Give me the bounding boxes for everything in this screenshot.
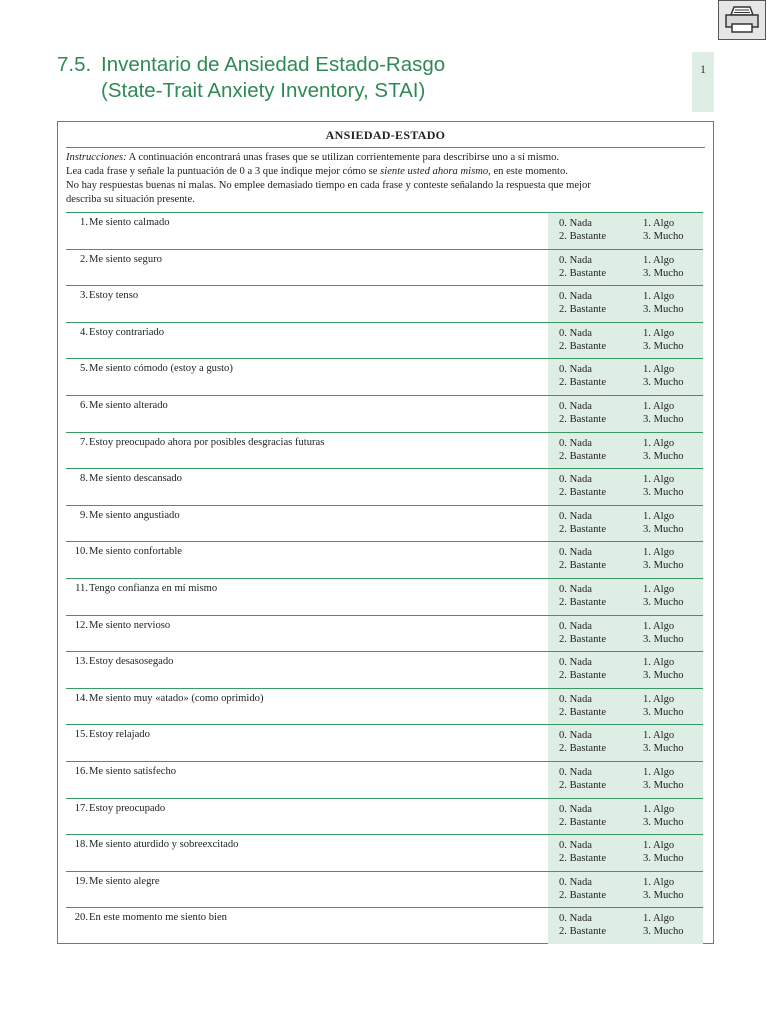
option-algo[interactable]: 1. Algo: [643, 547, 675, 559]
option-bastante[interactable]: 2. Bastante: [559, 560, 607, 572]
instructions-text: , en este momento.: [488, 166, 568, 177]
item-text: Me siento muy «atado» (como oprimido): [89, 692, 264, 704]
item-number: 14.: [74, 692, 88, 704]
item-text: Me siento alterado: [89, 399, 168, 411]
item-number: 9.: [80, 509, 88, 521]
instructions-label: Instrucciones:: [66, 152, 127, 163]
option-bastante[interactable]: 2. Bastante: [559, 889, 607, 901]
option-bastante[interactable]: 2. Bastante: [559, 706, 607, 718]
instructions-text: No hay respuestas buenas ni malas. No emplee demasiado tiempo en cada frase y conteste señalando la respuesta que mejor: [66, 180, 591, 191]
option-bastante[interactable]: 2. Bastante: [559, 413, 607, 425]
item-text: Me siento alegre: [89, 875, 160, 887]
questionnaire-item: [58, 724, 713, 761]
instructions-text: A continuación encontrará unas frases que se utilizan corrientemente para describirse uno a sí mismo.: [126, 152, 560, 163]
questionnaire-item: [58, 468, 713, 505]
item-text: Me siento satisfecho: [89, 765, 177, 777]
section-number: 7.5.: [57, 53, 92, 76]
option-mucho[interactable]: 3. Mucho: [643, 560, 684, 572]
option-algo[interactable]: 1. Algo: [643, 364, 675, 376]
option-mucho[interactable]: 3. Mucho: [643, 926, 684, 938]
item-text: Me siento nervioso: [89, 619, 171, 631]
option-algo[interactable]: 1. Algo: [643, 510, 675, 522]
questionnaire-item: [58, 249, 713, 286]
item-text: Me siento angustiado: [89, 509, 180, 521]
option-bastante[interactable]: 2. Bastante: [559, 304, 607, 316]
option-algo[interactable]: 1. Algo: [643, 254, 675, 266]
option-mucho[interactable]: 3. Mucho: [643, 231, 684, 242]
option-algo[interactable]: 1. Algo: [643, 400, 675, 412]
item-number: 11.: [75, 582, 88, 594]
option-mucho[interactable]: 3. Mucho: [643, 743, 684, 755]
option-bastante[interactable]: 2. Bastante: [559, 926, 607, 938]
option-algo[interactable]: 1. Algo: [643, 437, 675, 449]
questionnaire-item: [58, 761, 713, 798]
option-mucho[interactable]: 3. Mucho: [643, 487, 684, 499]
option-mucho[interactable]: 3. Mucho: [643, 450, 684, 462]
option-nada[interactable]: 0. Nada: [559, 474, 592, 486]
questionnaire-item: [58, 688, 713, 725]
item-text: Tengo confianza en mí mismo: [89, 582, 218, 594]
option-algo[interactable]: 1. Algo: [643, 693, 675, 705]
option-bastante[interactable]: 2. Bastante: [559, 779, 607, 791]
option-nada[interactable]: 0. Nada: [559, 437, 592, 449]
item-text: Me siento confortable: [89, 546, 182, 558]
item-number: 15.: [74, 729, 88, 741]
questionnaire-item: [58, 907, 713, 944]
item-number: 13.: [74, 656, 88, 668]
instructions-text: describa su situación presente.: [66, 194, 195, 205]
printer-icon: [723, 5, 761, 35]
item-number: 7.: [80, 436, 88, 448]
option-nada[interactable]: 0. Nada: [559, 291, 592, 303]
item-text: En este momento me siento bien: [89, 912, 227, 924]
item-number: 6.: [80, 399, 88, 411]
option-mucho[interactable]: 3. Mucho: [643, 889, 684, 901]
item-text: Me siento seguro: [89, 253, 162, 265]
option-algo[interactable]: 1. Algo: [643, 876, 675, 888]
page-title: Inventario de Ansiedad Estado-Rasgo: [101, 53, 446, 76]
option-mucho[interactable]: 3. Mucho: [643, 816, 684, 828]
item-text: Estoy preocupado: [89, 802, 166, 814]
option-mucho[interactable]: 3. Mucho: [643, 670, 684, 682]
item-number: 5.: [80, 363, 88, 375]
option-bastante[interactable]: 2. Bastante: [559, 450, 607, 462]
item-text: Estoy preocupado ahora por posibles desgracias futuras: [89, 436, 325, 448]
option-bastante[interactable]: 2. Bastante: [559, 377, 607, 389]
item-number: 17.: [74, 802, 88, 814]
option-algo[interactable]: 1. Algo: [643, 327, 675, 339]
option-bastante[interactable]: 2. Bastante: [559, 231, 607, 242]
item-number: 10.: [74, 546, 88, 558]
option-bastante[interactable]: 2. Bastante: [559, 340, 607, 352]
option-bastante[interactable]: 2. Bastante: [559, 633, 607, 645]
option-nada[interactable]: 0. Nada: [559, 693, 592, 705]
item-text: Estoy contrariado: [89, 326, 165, 338]
option-bastante[interactable]: 2. Bastante: [559, 743, 607, 755]
option-algo[interactable]: 1. Algo: [643, 730, 675, 742]
option-nada[interactable]: 0. Nada: [559, 803, 592, 815]
option-mucho[interactable]: 3. Mucho: [643, 377, 684, 389]
instructions-emphasis: siente usted ahora mismo: [380, 166, 489, 177]
option-algo[interactable]: 1. Algo: [643, 474, 675, 486]
option-nada[interactable]: 0. Nada: [559, 840, 592, 852]
option-algo[interactable]: 1. Algo: [643, 657, 675, 669]
option-nada[interactable]: 0. Nada: [559, 620, 592, 632]
item-text: Estoy relajado: [89, 729, 150, 741]
questionnaire-item: [58, 395, 713, 432]
option-algo[interactable]: 1. Algo: [643, 218, 675, 229]
option-bastante[interactable]: 2. Bastante: [559, 487, 607, 499]
questionnaire-item: [58, 798, 713, 835]
item-text: Me siento cómodo (estoy a gusto): [89, 363, 233, 375]
option-algo[interactable]: 1. Algo: [643, 583, 675, 595]
questionnaire-form: [57, 121, 714, 944]
option-bastante[interactable]: 2. Bastante: [559, 853, 607, 865]
questionnaire-item: [58, 505, 713, 542]
questionnaire-item: [58, 651, 713, 688]
questionnaire-item: [58, 615, 713, 652]
questionnaire-item: [58, 432, 713, 469]
option-mucho[interactable]: 3. Mucho: [643, 413, 684, 425]
item-number: 19.: [74, 875, 88, 887]
instructions: [66, 151, 706, 207]
option-bastante[interactable]: 2. Bastante: [559, 523, 607, 535]
item-text: Me siento aturdido y sobreexcitado: [89, 839, 239, 851]
option-algo[interactable]: 1. Algo: [643, 766, 675, 778]
option-mucho[interactable]: 3. Mucho: [643, 779, 684, 791]
option-mucho[interactable]: 3. Mucho: [643, 304, 684, 316]
item-number: 12.: [74, 619, 88, 631]
print-button[interactable]: [718, 0, 766, 40]
questionnaire-item: [58, 871, 713, 908]
questionnaire-item: [58, 834, 713, 871]
page-number: 1: [700, 62, 706, 76]
option-bastante[interactable]: 2. Bastante: [559, 816, 607, 828]
page-subtitle: (State-Trait Anxiety Inventory, STAI): [101, 79, 426, 102]
item-number: 2.: [80, 253, 88, 265]
option-nada[interactable]: 0. Nada: [559, 400, 592, 412]
option-nada[interactable]: 0. Nada: [559, 327, 592, 339]
option-algo[interactable]: 1. Algo: [643, 840, 675, 852]
questionnaire-item: [58, 541, 713, 578]
option-nada[interactable]: 0. Nada: [559, 510, 592, 522]
option-nada[interactable]: 0. Nada: [559, 913, 592, 925]
instructions-text: Lea cada frase y señale la puntuación de 0 a 3 que indique mejor cómo se: [66, 166, 381, 177]
option-nada[interactable]: 0. Nada: [559, 657, 592, 669]
option-nada[interactable]: 0. Nada: [559, 364, 592, 376]
divider: [66, 147, 705, 148]
option-mucho[interactable]: 3. Mucho: [643, 596, 684, 608]
item-text: Me siento descansado: [89, 473, 182, 485]
option-mucho[interactable]: 3. Mucho: [643, 340, 684, 352]
item-number: 4.: [80, 326, 88, 338]
questionnaire-item: [58, 322, 713, 359]
option-nada[interactable]: 0. Nada: [559, 254, 592, 266]
option-nada[interactable]: 0. Nada: [559, 766, 592, 778]
option-bastante[interactable]: 2. Bastante: [559, 670, 607, 682]
item-text: Estoy tenso: [89, 290, 139, 302]
item-text: Me siento calmado: [89, 217, 170, 228]
item-number: 20.: [74, 912, 88, 924]
item-text: Estoy desasosegado: [89, 656, 174, 668]
option-bastante[interactable]: 2. Bastante: [559, 596, 607, 608]
option-mucho[interactable]: 3. Mucho: [643, 267, 684, 279]
option-nada[interactable]: 0. Nada: [559, 730, 592, 742]
item-number: 16.: [74, 765, 88, 777]
option-bastante[interactable]: 2. Bastante: [559, 267, 607, 279]
questionnaire-item: [58, 358, 713, 395]
option-algo[interactable]: 1. Algo: [643, 620, 675, 632]
option-nada[interactable]: 0. Nada: [559, 547, 592, 559]
item-number: 3.: [80, 290, 88, 302]
item-number: 1.: [80, 217, 88, 228]
option-nada[interactable]: 0. Nada: [559, 876, 592, 888]
option-algo[interactable]: 1. Algo: [643, 291, 675, 303]
questionnaire-item: [58, 578, 713, 615]
questionnaire-item: [58, 212, 713, 249]
item-number: 8.: [80, 473, 88, 485]
option-algo[interactable]: 1. Algo: [643, 913, 675, 925]
option-mucho[interactable]: 3. Mucho: [643, 853, 684, 865]
page-number-tab: [692, 52, 714, 112]
option-mucho[interactable]: 3. Mucho: [643, 706, 684, 718]
item-list: [58, 212, 713, 944]
option-nada[interactable]: 0. Nada: [559, 218, 592, 229]
item-number: 18.: [74, 839, 88, 851]
form-title: ANSIEDAD-ESTADO: [325, 128, 446, 142]
option-nada[interactable]: 0. Nada: [559, 583, 592, 595]
option-algo[interactable]: 1. Algo: [643, 803, 675, 815]
questionnaire-item: [58, 285, 713, 322]
option-mucho[interactable]: 3. Mucho: [643, 633, 684, 645]
option-mucho[interactable]: 3. Mucho: [643, 523, 684, 535]
